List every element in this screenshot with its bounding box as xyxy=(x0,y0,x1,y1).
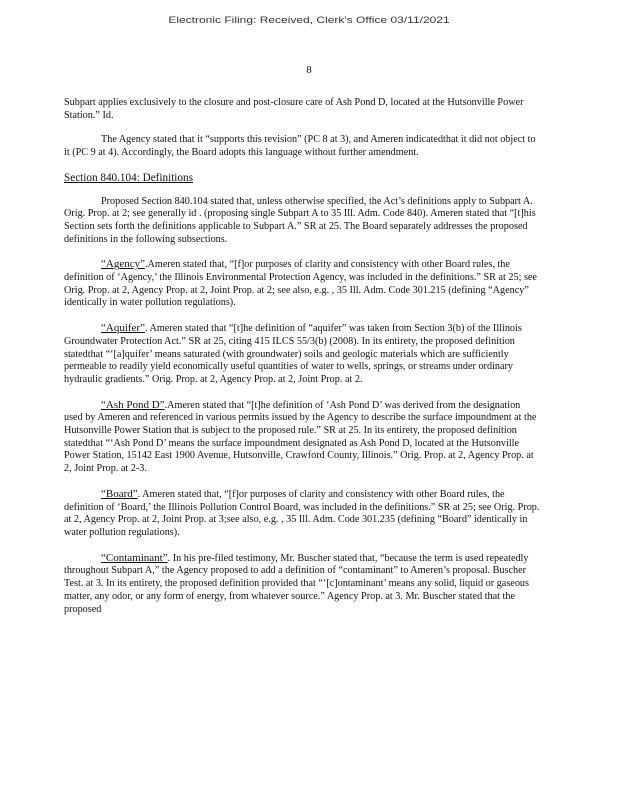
definition-aquifer xyxy=(64,322,540,387)
document-body xyxy=(64,97,540,628)
term-board: “Board” xyxy=(101,487,138,500)
paragraph-subpart-scope: Subpart applies exclusively to the closure and post-closure care of Ash Pond D, located at the Hutsonville Power Station.” Id. xyxy=(64,97,524,121)
section-heading xyxy=(64,172,540,185)
definition-ash-pond-d xyxy=(64,399,540,476)
term-agency: “Agency” xyxy=(101,258,145,271)
definition-board-text: . Ameren stated that, “[f]or purposes of clarity and consistency with other Board rules, the definition of ‘Board,’ the Illinois Pollution Control Board, was included in the definitions.” SR at 25; see Orig. Prop. at 2, Agency Prop. at 2, Joint Prop. at 3;see also, e.g. , 35 Ill. Adm. Code 301.235 (defining “Board” identically in water pollution regulations). xyxy=(64,488,540,538)
definition-aquifer-text: . Ameren stated that “[t]he definition of “aquifer” was taken from Section 3(b) of the Illinois Groundwater Protection Act.” SR at 25, citing 415 ILCS 55/3(b) (2008). In its entirety, the proposed definition statedthat “‘[a]quifer’ means saturated (with groundwater) soils and geologic materials which are sufficiently permeable to readily yield economically useful quantities of water to wells, springs, or streams under ordinary hydraulic gradients.” Orig. Prop. at 2, Agency Prop. at 2, Joint Prop. at 2. xyxy=(64,323,522,385)
page-number: 8 xyxy=(306,64,312,76)
paragraph-agency-support: The Agency stated that it “supports this revision” (PC 8 at 3), and Ameren indicatedthat it did not object to it (PC 9 at 4). Accordingly, the Board adopts this language without further amendment. xyxy=(64,134,536,159)
term-contaminant: “Contaminant” xyxy=(101,551,168,564)
definition-board xyxy=(64,488,540,540)
definition-agency-text: .Ameren stated that, “[f]or purposes of clarity and consistency with other Board rules, the definition of ‘Agency,’ the Illinois Environmental Protection Agency, was included in the definitions.” SR at 25; see Orig. Prop. at 2, Agency Prop. at 2, Joint Prop. at 2; see also, e.g. , 35 Ill. Adm. Code 301.215 (defining “Agency” identically in water pollution regulations). xyxy=(64,259,537,309)
paragraph-definitions-intro: Proposed Section 840.104 stated that, unless otherwise specified, the Act’s definitions apply to Subpart A. Orig. Prop. at 2; see generally id . (proposing single Subpart A to 35 Ill. Adm. Code 840). Ameren stated that “[t]his Section sets forth the definitions applicable to Subpart A.” SR at 25. The Board separately addresses the proposed definitions in the following subsections. xyxy=(64,195,536,245)
definition-contaminant xyxy=(64,552,540,617)
definition-contaminant-text: . In his pre-filed testimony, Mr. Buscher stated that, “because the term is used repeatedly throughout Subpart A,” the Agency proposed to add a definition of “contaminant” to Ameren’s proposal. Buscher Test. at 3. In its entirety, the proposed definition provided that “‘[c]ontaminant’ means any solid, liquid or gaseous matter, any odor, or any form of energy, from whatever source.” Agency Prop. at 3. Mr. Buscher stated that the proposed xyxy=(64,552,529,615)
term-aquifer: “Aquifer” xyxy=(101,322,145,335)
filing-stamp: Electronic Filing: Received, Clerk's Office 03/11/2021 xyxy=(168,14,450,26)
definition-agency xyxy=(64,258,540,310)
section-heading-text: Section 840.104: Definitions xyxy=(64,171,193,184)
definition-ash-pond-d-text: .Ameren stated that “[t]he definition of ‘Ash Pond D’ was derived from the designation used by Ameren and referenced in various permits issued by the Agency to describe the surface impoundment at the Hutsonville Power Station that is subject to the proposed rule.” SR at 25. In its entirety, the proposed definition statedthat “‘Ash Pond D’ means the surface impoundment designated as Ash Pond D, located at the Hutsonville Power Station, 15142 East 1900 Avenue, Hutsonville, Crawford County, Illinois.” Orig. Prop. at 2, Agency Prop. at 2, Joint Prop. at 2-3. xyxy=(64,399,537,475)
term-ash-pond-d: “Ash Pond D” xyxy=(101,398,165,411)
